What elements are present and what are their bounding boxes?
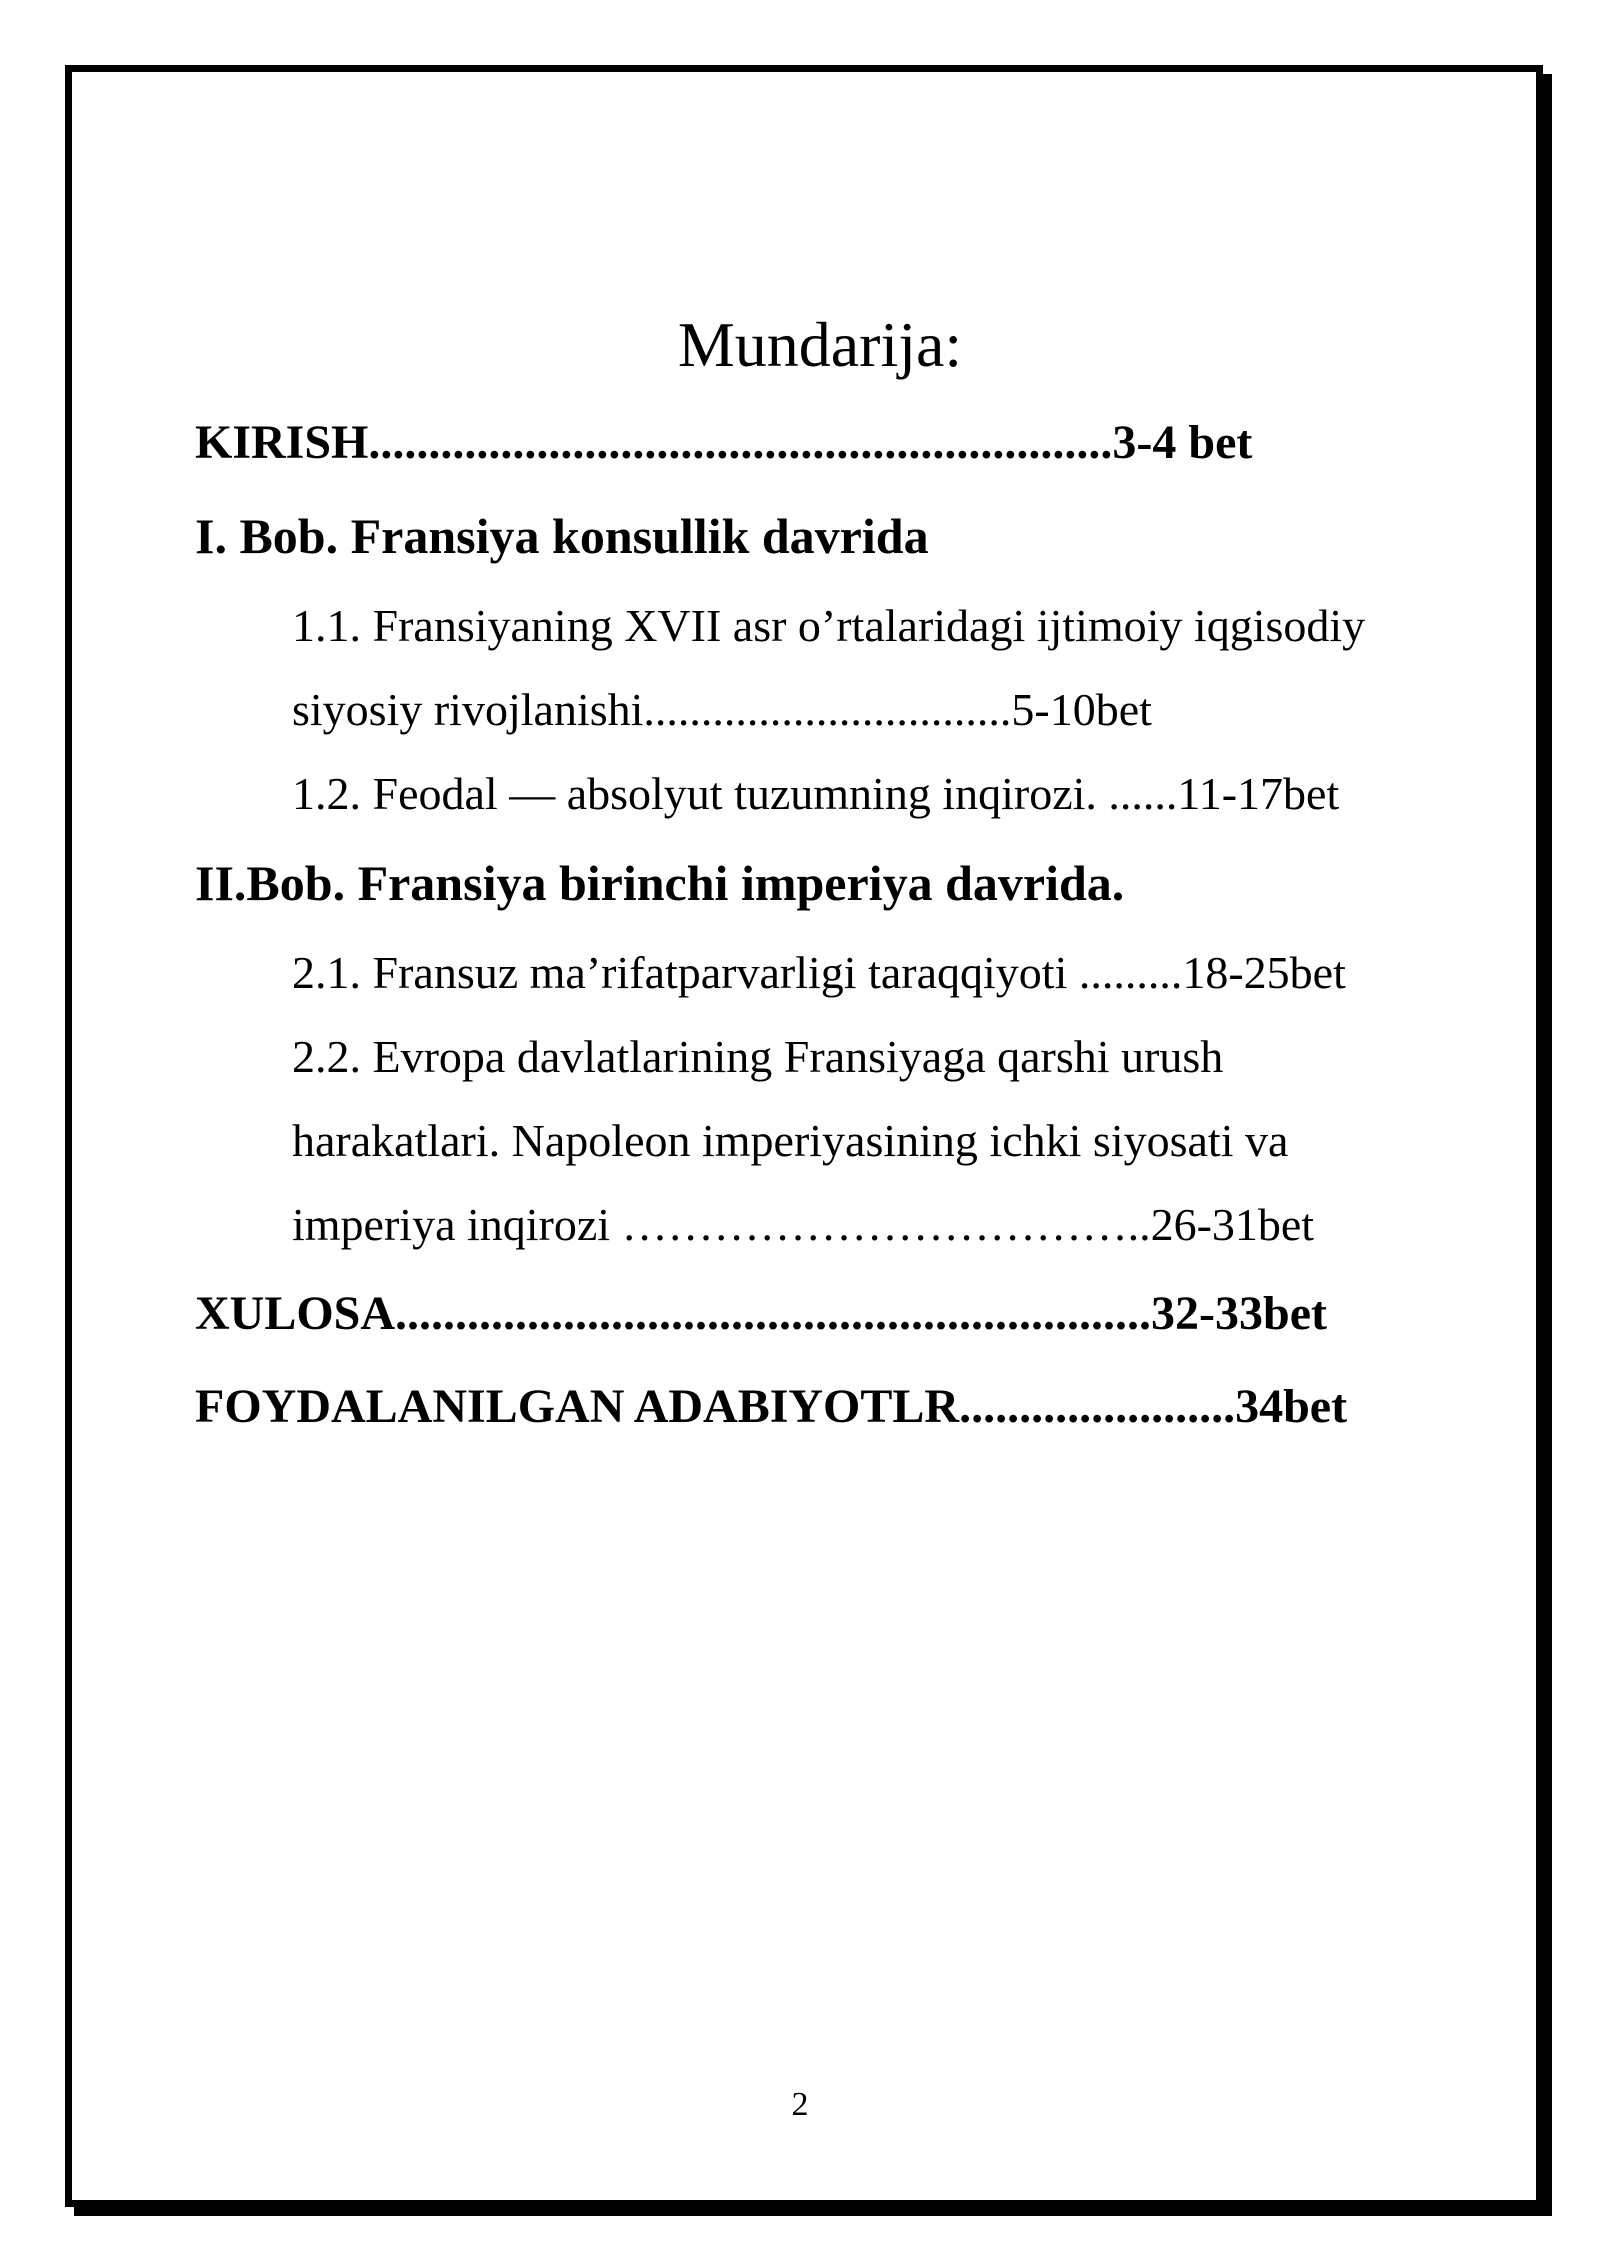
toc-entry-xulosa: XULOSA...............................................................32-33bet — [195, 1287, 1328, 1340]
toc-chapter-2: II.Bob. Fransiya birinchi imperiya davrida. — [195, 855, 1125, 911]
toc-entry-adabiyotlar: FOYDALANILGAN ADABIYOTLR.......................34bet — [195, 1380, 1348, 1433]
toc-item-1-1: 1.1. Fransiyaning XVII asr o’rtalaridagi ijtimoiy iqgisodiy siyosiy rivojlanishi................................5-10bet — [292, 600, 1366, 735]
table-of-contents — [195, 300, 1425, 1453]
toc-chapter-1: I. Bob. Fransiya konsullik davrida — [195, 508, 929, 564]
toc-entry-kirish: KIRISH..............................................................3-4 bet — [195, 416, 1253, 469]
page-number: 2 — [791, 2086, 809, 2123]
toc-item-2-2: 2.2. Evropa davlatlarining Fransiyaga qarshi urush harakatlari. Napoleon imperiyasining ichki siyosati va imperiya inqirozi ……………………………..26-31bet — [292, 1031, 1315, 1250]
toc-item-1-2: 1.2. Feodal — absolyut tuzumning inqirozi. ......11-17bet — [292, 768, 1340, 819]
toc-item-2-1: 2.1. Fransuz ma’rifatparvarligi taraqqiyoti .........18-25bet — [292, 947, 1346, 998]
page-title: Mundarija: — [677, 309, 963, 380]
